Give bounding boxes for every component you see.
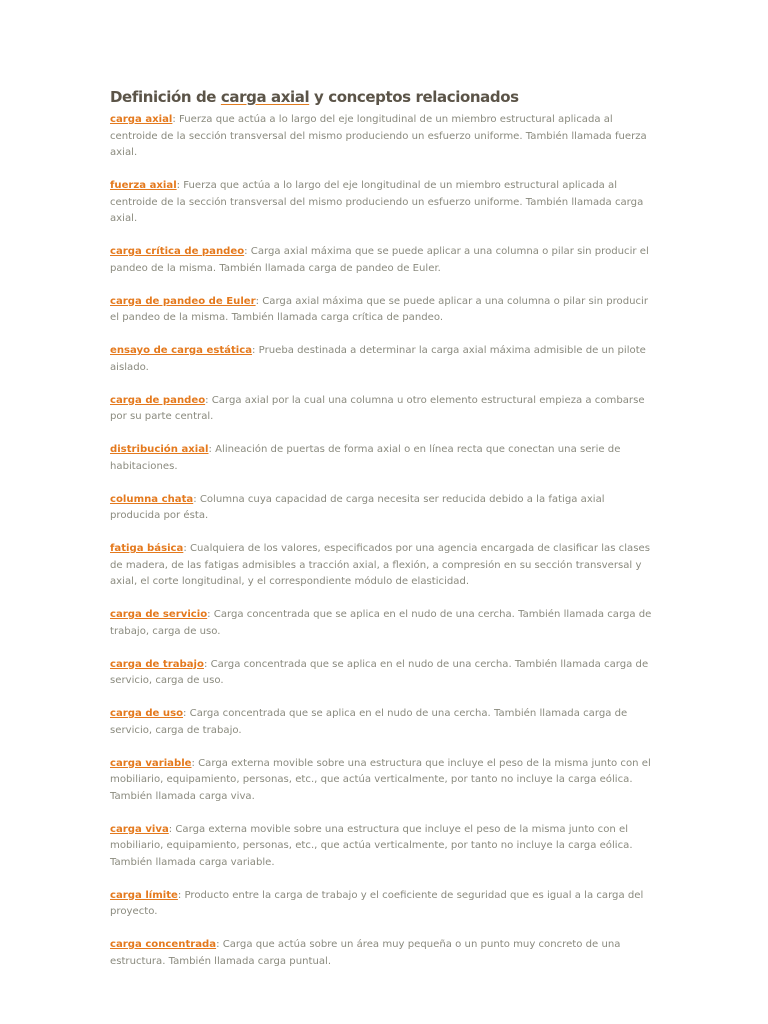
- term-link[interactable]: fatiga básica: [110, 543, 184, 554]
- term-link[interactable]: columna chata: [110, 493, 194, 505]
- term-separator: :: [191, 757, 199, 769]
- term-separator: :: [172, 114, 179, 125]
- term-link[interactable]: carga viva: [110, 823, 169, 835]
- term-separator: :: [176, 180, 184, 191]
- title-keyword-link[interactable]: carga axial: [220, 88, 310, 106]
- term-separator: :: [207, 609, 214, 620]
- page-title: [110, 88, 658, 106]
- term-separator: :: [205, 394, 212, 406]
- term-separator: :: [252, 345, 259, 356]
- definition-text: Carga que actúa sobre un área muy pequeña o un punto muy concreto de una estructura. También llamada carga puntual.: [110, 939, 621, 967]
- term-link[interactable]: carga de trabajo: [110, 658, 204, 670]
- title-prefix: Definición de: [110, 88, 221, 106]
- term-separator: :: [216, 939, 223, 950]
- definition-text: Cualquiera de los valores, especificados por una agencia encargada de clasificar las clases de madera, de las fatigas admisibles a tracción axial, a flexión, a compresión en su sección transversal y axial, el corte longitudinal, y el correspondiente módulo de elasticidad.: [110, 543, 650, 587]
- definition-text: Producto entre la carga de trabajo y el coeficiente de seguridad que es igual a la carga del proyecto.: [110, 889, 644, 917]
- definition-text: Carga externa movible sobre una estructura que incluye el peso de la misma junto con el mobiliario, equipamiento, personas, etc., que actúa verticalmente, por tanto no incluye la carga eólica. También llamada carga viva.: [110, 757, 651, 802]
- definition-text: Fuerza que actúa a lo largo del eje longitudinal de un miembro estructural aplicada al centroide de la sección transversal del mismo produciendo un esfuerzo uniforme. También llamada carga axial.: [110, 180, 644, 224]
- definition-text: Fuerza que actúa a lo largo del eje longitudinal de un miembro estructural aplicada al centroide de la sección transversal del mismo produciendo un esfuerzo uniforme. También llamada fuerza axial.: [110, 114, 647, 158]
- definition-text: Carga axial máxima que se puede aplicar a una columna o pilar sin producir el pandeo de la misma. También llamada carga crítica de pandeo.: [110, 295, 649, 323]
- definition-entry: [110, 657, 658, 690]
- definition-text: Alineación de puertas de forma axial o en línea recta que conectan una serie de habitaciones.: [110, 444, 621, 472]
- definition-entry: [110, 244, 658, 277]
- definition-text: Prueba destinada a determinar la carga axial máxima admisible de un pilote aislado.: [110, 345, 646, 373]
- term-separator: :: [183, 543, 190, 554]
- term-link[interactable]: carga variable: [110, 757, 192, 769]
- term-separator: :: [168, 823, 176, 835]
- term-separator: :: [193, 493, 200, 505]
- definition-entry: [110, 112, 658, 162]
- definition-text: Carga concentrada que se aplica en el nudo de una cercha. También llamada carga de servicio, carga de trabajo.: [110, 708, 628, 736]
- definition-entry: [110, 178, 658, 228]
- term-link[interactable]: carga concentrada: [110, 939, 217, 950]
- definition-text: Carga axial por la cual una columna u otro elemento estructural empieza a combarse por su parte central.: [110, 394, 645, 422]
- term-separator: :: [183, 708, 190, 719]
- definition-entry: [110, 442, 658, 475]
- term-link[interactable]: ensayo de carga estática: [110, 345, 253, 356]
- term-link[interactable]: distribución axial: [110, 444, 209, 455]
- definition-entry: [110, 492, 658, 525]
- definition-entry: [110, 541, 658, 591]
- term-link[interactable]: carga límite: [110, 889, 178, 901]
- term-link[interactable]: carga de pandeo de Euler: [110, 295, 256, 307]
- definition-text: Columna cuya capacidad de carga necesita ser reducida debido a la fatiga axial producida por ésta.: [110, 493, 605, 521]
- term-link[interactable]: carga axial: [110, 114, 173, 125]
- term-separator: :: [255, 295, 263, 307]
- term-separator: :: [177, 889, 185, 901]
- definition-entry: [110, 937, 658, 970]
- title-suffix: y conceptos relacionados: [309, 88, 519, 106]
- definition-entry: [110, 343, 658, 376]
- definition-text: Carga externa movible sobre una estructura que incluye el peso de la misma junto con el mobiliario, equipamiento, personas, etc., que actúa verticalmente, por tanto no incluye la carga eólica. También llamada carga variable.: [110, 823, 633, 868]
- term-separator: :: [208, 444, 216, 455]
- term-separator: :: [203, 658, 211, 670]
- definition-entry: [110, 607, 658, 640]
- definition-text: Carga axial máxima que se puede aplicar a una columna o pilar sin producir el pandeo de la misma. También llamada carga de pandeo de Euler.: [110, 246, 649, 274]
- definition-text: Carga concentrada que se aplica en el nudo de una cercha. También llamada carga de servicio, carga de uso.: [110, 658, 649, 686]
- term-link[interactable]: fuerza axial: [110, 180, 177, 191]
- document-page: [110, 88, 658, 987]
- definition-entry: [110, 294, 658, 327]
- definition-entry: [110, 822, 658, 872]
- term-link[interactable]: carga de servicio: [110, 609, 208, 620]
- term-link[interactable]: carga de uso: [110, 708, 184, 719]
- term-separator: :: [244, 246, 251, 257]
- term-link[interactable]: carga de pandeo: [110, 394, 206, 406]
- definition-text: Carga concentrada que se aplica en el nudo de una cercha. También llamada carga de trabajo, carga de uso.: [110, 609, 652, 637]
- definition-entry: [110, 706, 658, 739]
- definition-entry: [110, 756, 658, 806]
- definition-list: [110, 112, 658, 970]
- definition-entry: [110, 888, 658, 921]
- term-link[interactable]: carga crítica de pandeo: [110, 246, 245, 257]
- definition-entry: [110, 393, 658, 426]
